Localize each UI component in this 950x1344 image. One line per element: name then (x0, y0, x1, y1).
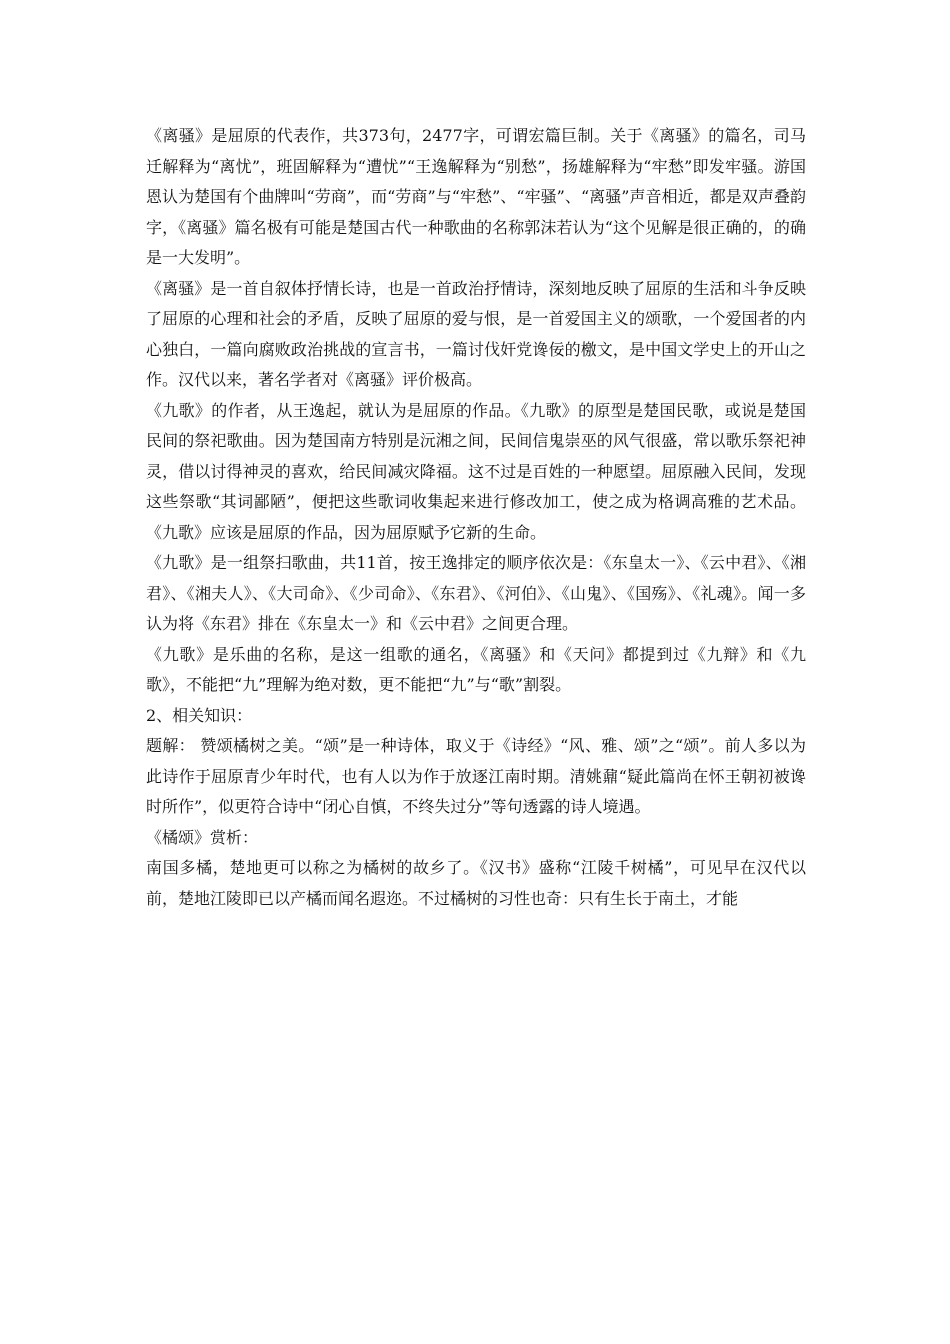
paragraph-tijie: 题解： 赞颂橘树之美。“颂”是一种诗体，取义于《诗经》“风、雅、颂”之“颂”。前人多以为此诗作于屈原青少年时代，也有人以为作于放逐江南时期。清姚鼐“疑此篇尚在怀王朝初被谗时所作”，似更符合诗中“闭心自慎，不终失过分”等句透露的诗人境遇。 (146, 736, 806, 816)
section-heading-related-knowledge: 2、相关知识： (146, 705, 253, 725)
paragraph-jiuge-name: 《九歌》是乐曲的名称，是这一组歌的通名，《离骚》和《天问》都提到过《九辩》和《九歌》，不能把“九”理解为绝对数，更不能把“九”与“歌”割裂。 (146, 644, 806, 694)
paragraph-jiuge-list: 《九歌》是一组祭扫歌曲，共11首，按王逸排定的顺序依次是：《东皇太一》、《云中君》、《湘君》、《湘夫人》、《大司命》、《少司命》、《东君》、《河伯》、《山鬼》、《国殇》、《礼魂》。闻一多认为将《东君》排在《东皇太一》和《云中君》之间更合理。 (146, 553, 806, 633)
subheading-juxong-analysis: 《橘颂》赏析： (146, 827, 259, 847)
paragraph-jiuge-author: 《九歌》的作者，从王逸起，就认为是屈原的作品。《九歌》的原型是楚国民歌，或说是楚国民间的祭祀歌曲。因为楚国南方特别是沅湘之间，民间信鬼崇巫的风气很盛，常以歌乐祭祀神灵，借以讨得神灵的喜欢，给民间减灾降福。这不过是百姓的一种愿望。屈原融入民间，发现这些祭歌“其词鄙陋”，便把这些歌词收集起来进行修改加工，使之成为格调高雅的艺术品。《九歌》应该是屈原的作品，因为屈原赋予它新的生命。 (146, 400, 806, 542)
paragraph-lisao-title: 《离骚》是屈原的代表作，共373句，2477字，可谓宏篇巨制。关于《离骚》的篇名，司马迁解释为“离忧”，班固解释为“遭忧”“王逸解释为“别愁”，扬雄解释为“牢愁”即发牢骚。游国恩认为楚国有个曲牌叫“劳商”，而“劳商”与“牢愁”、“牢骚”、“离骚”声音相近，都是双声叠韵字，《离骚》篇名极有可能是楚国古代一种歌曲的名称郭沫若认为“这个见解是很正确的，的确是一大发明”。 (146, 126, 806, 267)
document-body (146, 121, 806, 914)
paragraph-lisao-content: 《离骚》是一首自叙体抒情长诗，也是一首政治抒情诗，深刻地反映了屈原的生活和斗争反映了屈原的心理和社会的矛盾，反映了屈原的爱与恨，是一首爱国主义的颂歌，一个爱国者的内心独白，一篇向腐败政治挑战的宣言书，一篇讨伐奸党谗佞的檄文，是中国文学史上的开山之作。汉代以来，著名学者对《离骚》评价极高。 (146, 278, 806, 389)
paragraph-juxong-analysis: 南国多橘，楚地更可以称之为橘树的故乡了。《汉书》盛称“江陵千树橘”，可见早在汉代以前，楚地江陵即已以产橘而闻名遐迩。不过橘树的习性也奇：只有生长于南土，才能 (146, 858, 806, 908)
